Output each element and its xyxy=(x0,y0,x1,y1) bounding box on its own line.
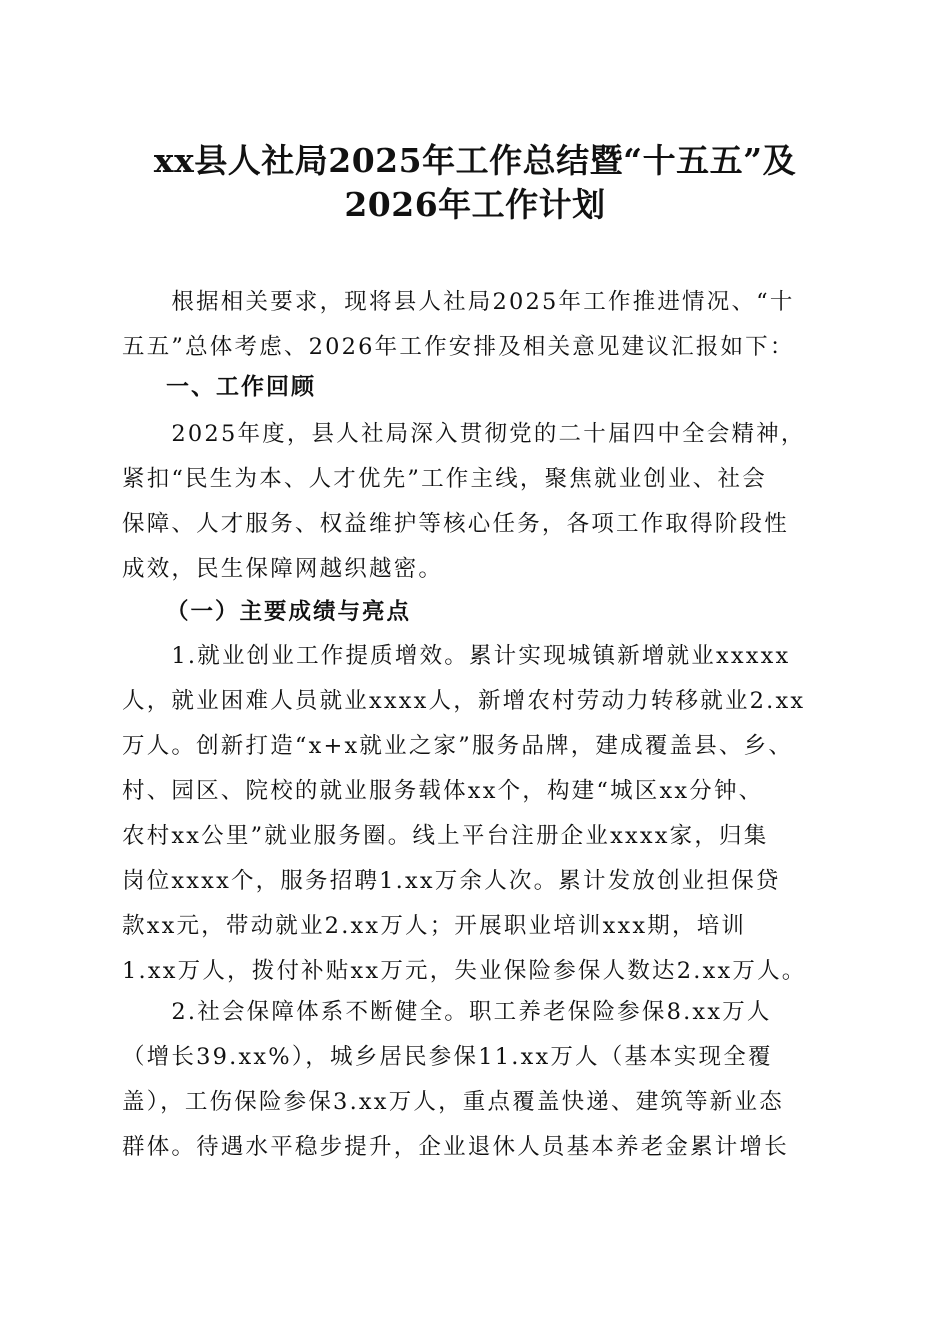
paragraph-line: 群体。待遇水平稳步提升，企业退休人员基本养老金累计增长 xyxy=(122,1134,789,1160)
paragraph-line: 2025年度，县人社局深入贯彻党的二十届四中全会精神， xyxy=(122,421,806,447)
paragraph-line: 盖），工伤保险参保3.xx万人，重点覆盖快递、建筑等新业态 xyxy=(122,1089,784,1115)
item-2-paragraph xyxy=(122,990,842,1170)
document-title-line-1: xx县人社局2025年工作总结暨“十五五”及 xyxy=(153,141,797,180)
intro-line: 五五”总体考虑、2026年工作安排及相关意见建议汇报如下： xyxy=(122,334,795,360)
paragraph-line: （增长39.xx%），城乡居民参保11.xx万人（基本实现全覆 xyxy=(122,1044,773,1070)
item-1-paragraph xyxy=(122,634,842,994)
paragraph-line: 1.xx万人，拨付补贴xx万元，失业保险参保人数达2.xx万人。 xyxy=(122,958,807,984)
paragraph-line: 人，就业困难人员就业xxxx人，新增农村劳动力转移就业2.xx xyxy=(122,688,806,714)
paragraph-line: 万人。创新打造“x+x就业之家”服务品牌，建成覆盖县、乡、 xyxy=(122,733,794,759)
paragraph-line: 岗位xxxx个，服务招聘1.xx万余人次。累计发放创业担保贷 xyxy=(122,868,781,894)
intro-line: 根据相关要求，现将县人社局2025年工作推进情况、“十 xyxy=(122,289,795,315)
paragraph-line: 村、园区、院校的就业服务载体xx个，构建“城区xx分钟、 xyxy=(122,778,764,804)
section-heading: 一、工作回顾 xyxy=(166,373,316,400)
section-paragraph xyxy=(122,412,842,592)
paragraph-line: 保障、人才服务、权益维护等核心任务，各项工作取得阶段性 xyxy=(122,511,789,537)
intro-paragraph xyxy=(122,280,842,370)
paragraph-line: 农村xx公里”就业服务圈。线上平台注册企业xxxx家，归集 xyxy=(122,823,769,849)
paragraph-line: 成效，民生保障网越织越密。 xyxy=(122,556,444,582)
paragraph-line: 紧扣“民生为本、人才优先”工作主线，聚焦就业创业、社会 xyxy=(122,466,767,492)
document-title-line-2: 2026年工作计划 xyxy=(344,185,606,224)
paragraph-line: 款xx元，带动就业2.xx万人；开展职业培训xxx期，培训 xyxy=(122,913,747,939)
subsection-heading: （一）主要成绩与亮点 xyxy=(166,599,412,625)
paragraph-line: 2.社会保障体系不断健全。职工养老保险参保8.xx万人 xyxy=(122,999,772,1025)
paragraph-line: 1.就业创业工作提质增效。累计实现城镇新增就业xxxxx xyxy=(122,643,791,669)
